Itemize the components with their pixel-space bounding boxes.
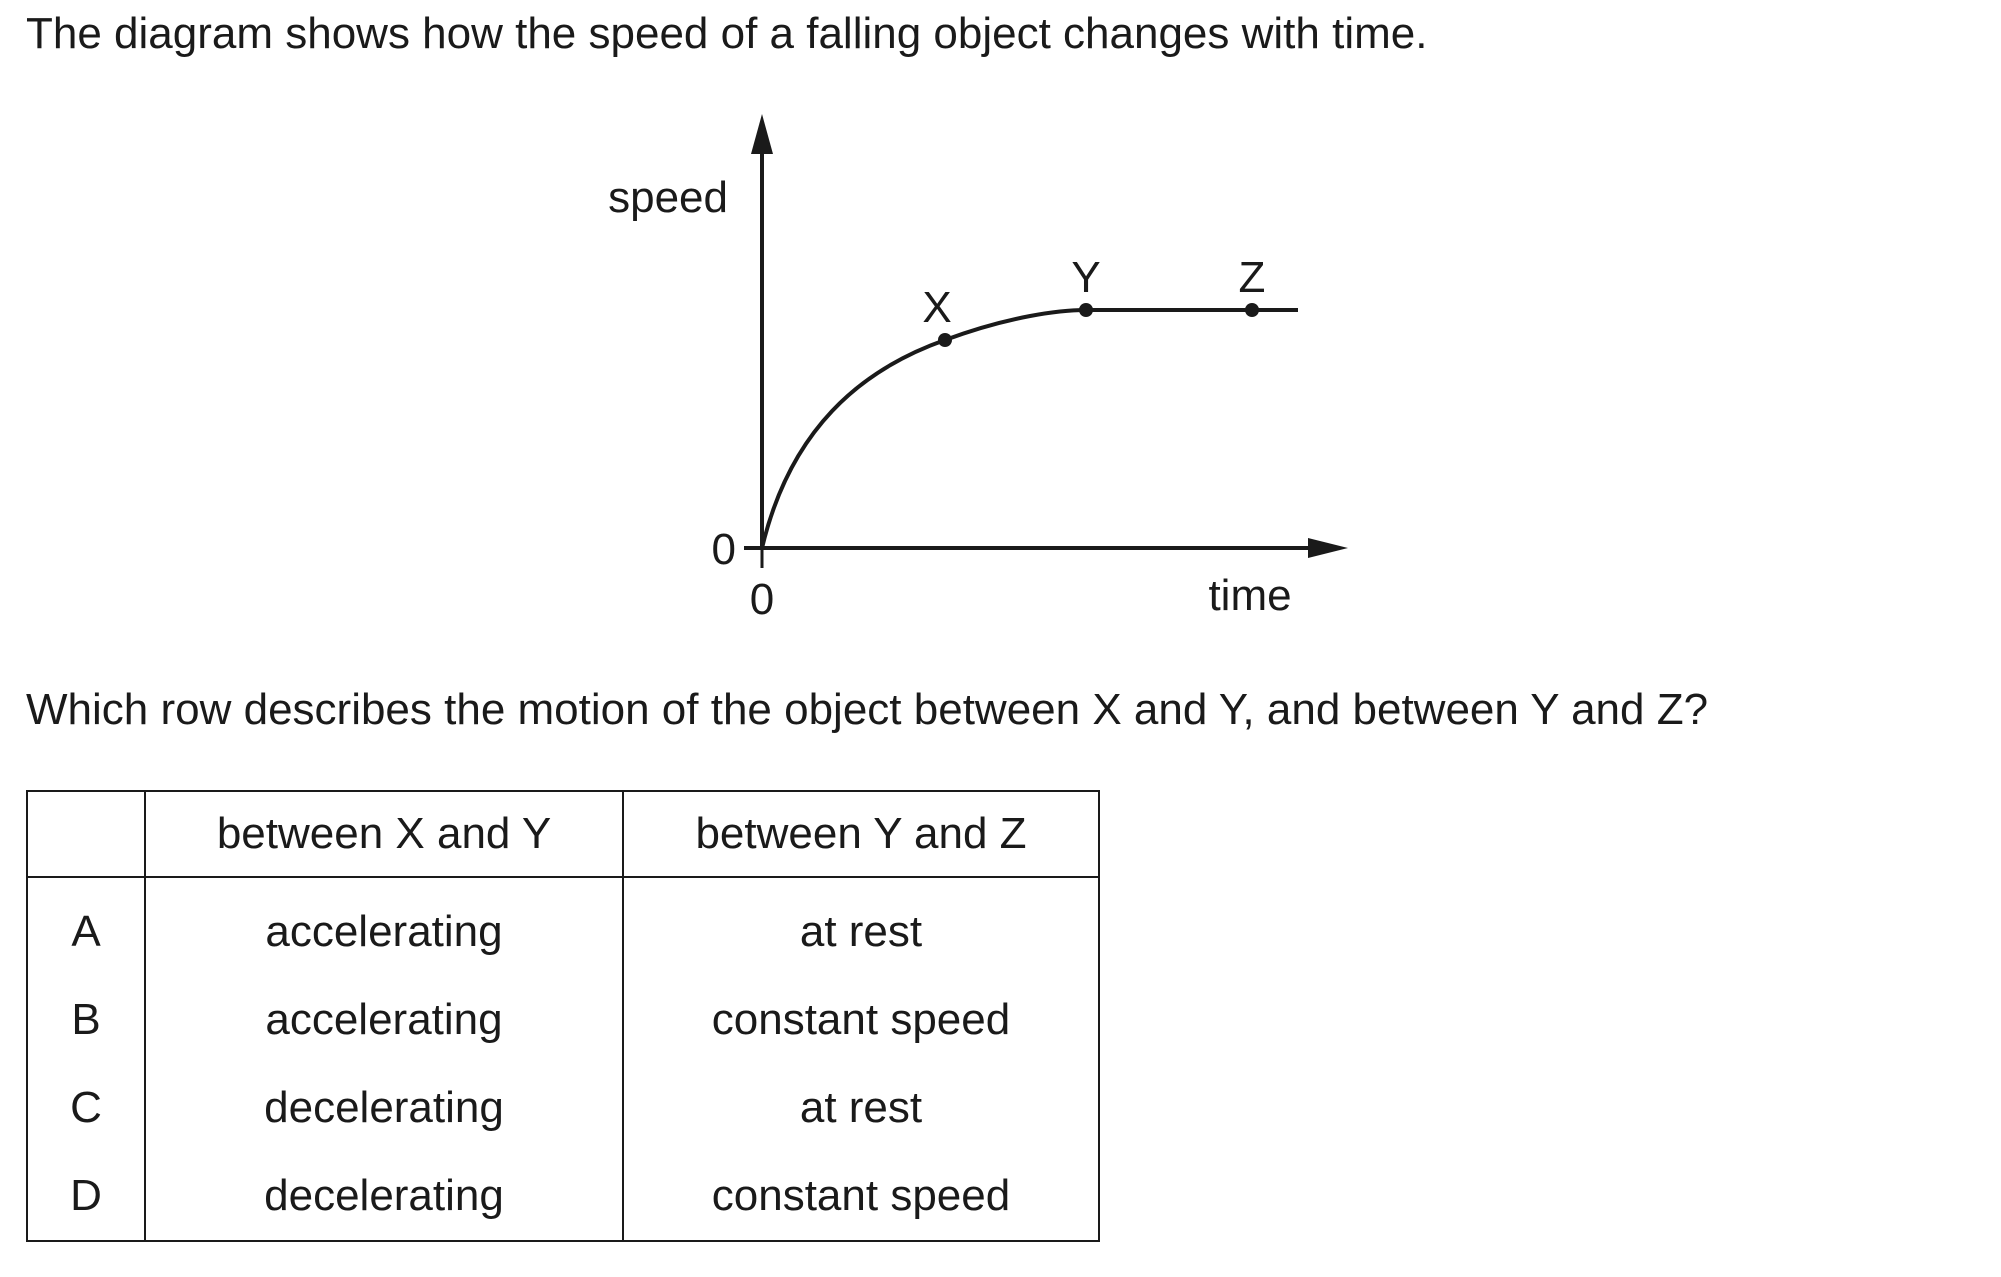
table-header-row [27,791,1099,877]
table-row [27,1152,1099,1241]
row-between-y-and-z: at rest [623,877,1099,976]
header-between-x-and-y: between X and Y [145,791,623,877]
speed-curve [762,310,1298,548]
point-y-marker [1079,303,1093,317]
x-origin-label: 0 [749,575,775,624]
row-between-y-and-z: constant speed [623,1152,1099,1241]
row-key: D [27,1152,145,1241]
row-between-x-and-y: decelerating [145,1064,623,1152]
answer-table [26,790,1100,1242]
point-x-label: X [922,283,952,332]
row-key: A [27,877,145,976]
point-z-label: Z [1238,253,1266,302]
table-row [27,1064,1099,1152]
header-blank [27,791,145,877]
row-between-y-and-z: constant speed [623,976,1099,1064]
question-text: Which row describes the motion of the object between X and Y, and between Y and Z? [26,685,1709,734]
row-between-x-and-y: accelerating [145,877,623,976]
y-origin-label: 0 [711,525,736,574]
y-axis-label: speed [608,173,728,222]
row-key: B [27,976,145,1064]
row-between-x-and-y: decelerating [145,1152,623,1241]
intro-text: The diagram shows how the speed of a falling object changes with time. [26,9,1428,58]
y-axis-arrowhead [751,114,773,154]
point-z-marker [1245,303,1259,317]
row-between-x-and-y: accelerating [145,976,623,1064]
table-row [27,877,1099,976]
x-axis-arrowhead [1308,538,1348,558]
row-between-y-and-z: at rest [623,1064,1099,1152]
point-x-marker [938,333,952,347]
x-axis-label: time [1208,571,1292,620]
row-key: C [27,1064,145,1152]
point-y-label: Y [1071,253,1101,302]
header-between-y-and-z: between Y and Z [623,791,1099,877]
table-row [27,976,1099,1064]
